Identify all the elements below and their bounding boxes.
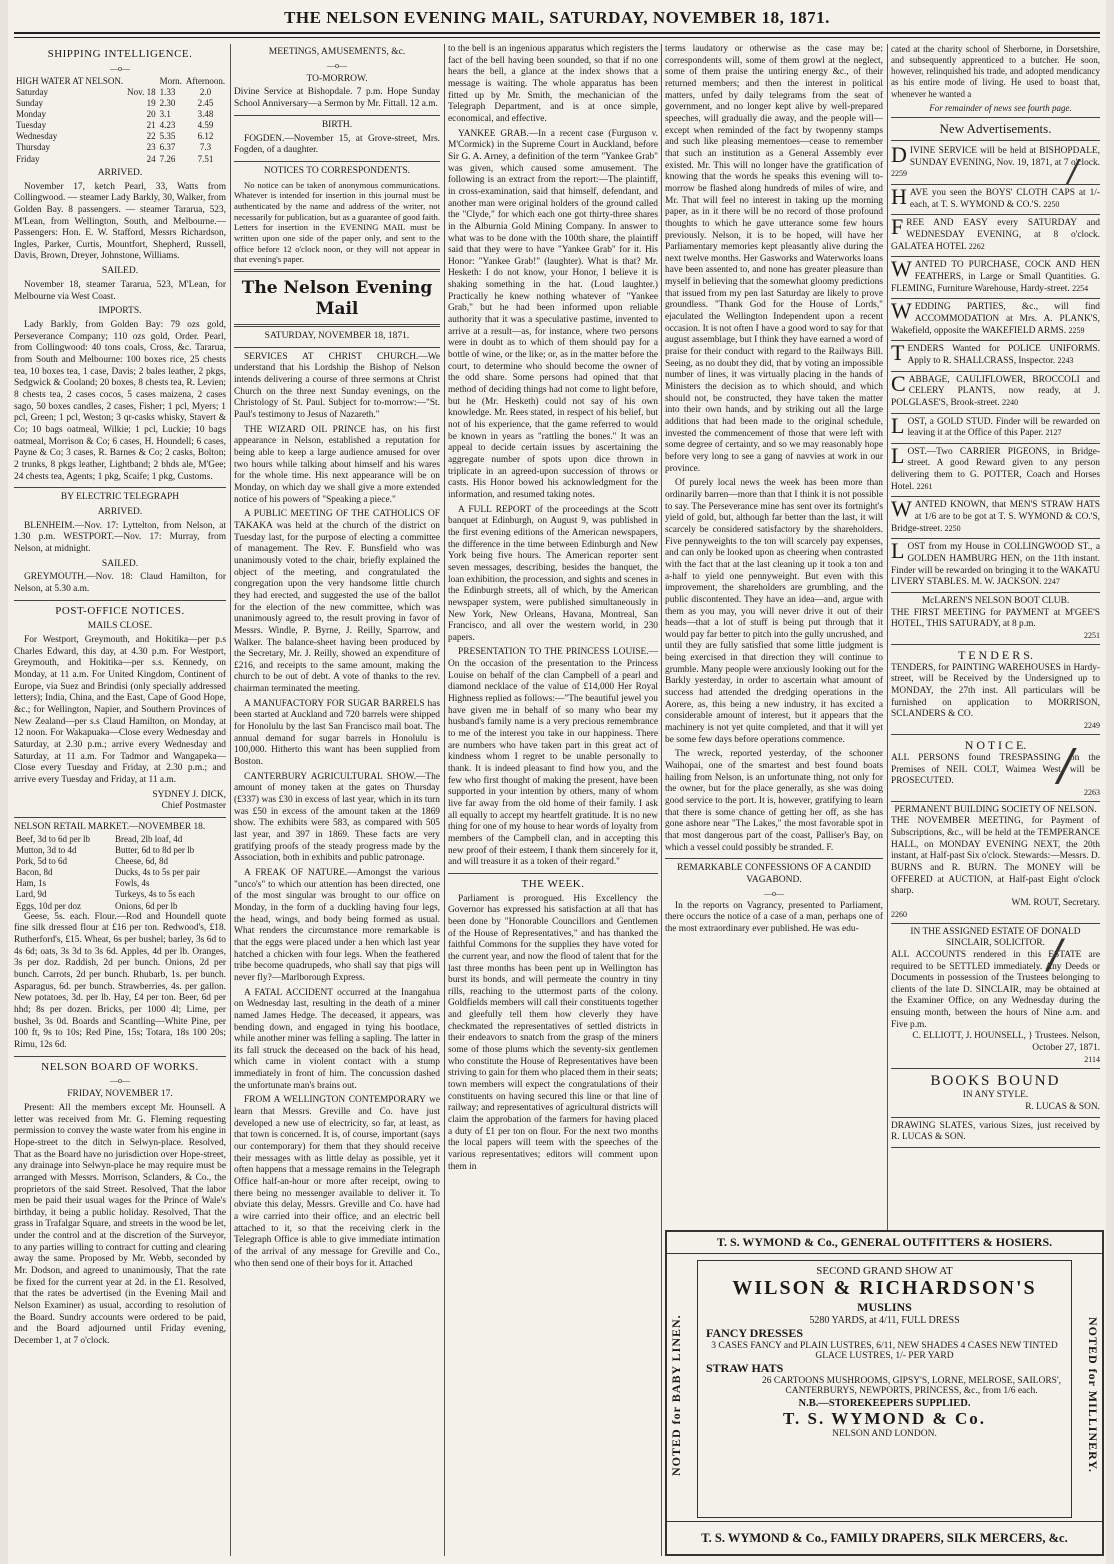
arrived-heading: ARRIVED.: [97, 167, 143, 178]
correspondents-title: NOTICES TO CORRESPONDENTS.: [263, 165, 411, 176]
wymond-show: SECOND GRAND SHOW AT: [816, 1265, 953, 1277]
wymond-muslins-detail: 5280 YARDS, at 4/11, FULL DRESS: [809, 1315, 960, 1326]
editorial-paragraph: A FATAL ACCIDENT occurred at the Inangahua on Wednesday last, resulting in the death of a miner named James Hedge. The deceased, it appears, was bending down, and engaged in tying his bootlace, while another miner was felling a sapling. The latter in its fall struck the deceased on the back of his head, which came in violent contact with a stump immediately in front of him. The concussion dashed the unfortunate man's brains out.: [234, 987, 440, 1091]
telegraph-arrived: BLENHEIM.—Nov. 17: Lyttelton, from Nelson, at 1.30 p.m. WESTPORT.—Nov. 17: Murray, from Nelson, at midnight.: [14, 520, 226, 555]
market-title: NELSON RETAIL MARKET.—NOVEMBER 18.: [14, 821, 206, 832]
telegraph-sailed: GREYMOUTH.—Nov. 18: Claud Hamilton, for Nelson, at 5.30 a.m.: [14, 572, 226, 595]
editorial-paragraph: FROM A WELLINGTON CONTEMPORARY we learn that Messrs. Greville and Co. have just developed a new use of electricity, so far, at least, as that town is concerned. It is, of course, important (says our contemporary) for them that they should receive their messages with as little delay as possible, yet it often happens that a message remains in the Telegraph Office half-an-hour or more after receipt, owing to there being no messenger available to deliver it. To obviate this delay, Messrs. Greville and Co. have had a wire carried into their office, and an electric bell attached to it, so that the receiving clerk in the Telegraph Office is able to give immediate intimation of the arrival of any message for Greville and Co., who then send one of their boys for it. Attached: [234, 1095, 440, 1269]
advertisement: LOST.—Two CARRIER PIGEONS, in Bridge-street. A good Reward given to any person delivering them to G. POTTER, Coach and Horses Hotel. 2261: [891, 444, 1100, 498]
meetings-body: Divine Service at Bishopdale. 7 p.m. Hope Sunday School Anniversary—a Sermon by Mr. Fittall. 12 a.m.: [234, 87, 440, 110]
wymond-left-banner: NOTED for BABY LINEN.: [669, 1314, 683, 1476]
wymond-advertisement: [665, 1230, 1104, 1556]
editorial-paragraph: A PUBLIC MEETING OF THE CATHOLICS OF TAKAKA was held at the church of the district on Tuesday last, for the purpose of electing a committee of management. The Rev. F. Bunsfield who was unanimously voted to the chair, briefly explained the object of the meeting, and congratulated the congregation upon the very handsome little church they had erected, and suggested the use of the ballot for the election of the new committee, which was unanimously agreed to, the result proving in favor of Messrs. Windle, P. Byrne, J. Reilly, Sparrow, and Walker. The balance-sheet having been produced by the Secretary, Mr. J. Reilly, showed an expenditure of £216, and receipts to the same amount, making the church to be out of debt. A vote of thanks to the rev. chairman terminated the meeting.: [234, 509, 440, 695]
column-divider: [661, 44, 662, 1556]
editorial-paragraph: SERVICES AT CHRIST CHURCH.—We understand that his Lordship the Bishop of Nelson intends delivering a course of three sermons at Christ Church on the three next Sunday evenings, on the Christology of St. Paul. Subject for to-morrow:—"St. Paul's testimony to Jesus of Nazareth.": [234, 351, 440, 421]
imports-text: Lady Barkly, from Golden Bay: 79 ozs gold, Perseverance Company; 110 ozs gold, Order. Pearl, from Collingwood: 40 tons coals, Cross, &c. Tararua, from South and Melbourne: 100 boxes rice, 25 chests tea, 10 boxes tea, 1 case, Davis; 2 bales leather, 2 pkgs, Sedgwick & Cooland; 20 boxes, 8 chests tea, R. Levien; 8 chests tea, 2 cases cocos, 5 cases maizena, 2 cases sago, 50 boxes candles, 2 cases, Fisher; 1 pcl, Myers; 1 pcl, Green; 1 pcl, Weston; 3 qr-casks whisky, Stavert & Co; 10 bags oatmeal, Wilkie; 1 pcl, Luckie; 10 bags oatmeal, Morrison & Co; 6 cases, H. Houndell; 6 cases, Payne & Co; 3 cases, R. Barnes & Co; 2 casks, Bolton; 2 trunks, 8 pkgs leather, Lightband; 2 bhds ale, M'Gee; 24 chests tea, Agents; 1 pkg, Scaife; 1 pkg, Customs.: [14, 319, 226, 482]
column-2: MEETINGS, AMUSEMENTS, &c. —o— TO-MORROW. Divine Service at Bishopdale. 7 p.m. Hope Sunday School Anniversary—a Sermon by Mr. Fittall. 12 a.m. BIRTH. FOGDEN.—November 15, at Grove-street, Mrs. Fogden, of a daughter. NOTICES TO CORRESPONDENTS. No notice can be taken of anonymous communications. Whatever is intended for insertion in this journal must be authenticated by the name and address of the writer, not necessarily for publication, but as a guarantee of good faith. Letters for insertion in the EVENING MAIL must be written upon one side of the paper only, and sent to the office before 12 o'clock noon, or they will not appear in that evening's paper. The Nelson Evening Mail SATURDAY, NOVEMBER 18, 1871. SERVICES AT CHRIST CHURCH.—We understand that his Lordship the Bishop of Nelson intends delivering a course of three sermons at Christ Church on the three next Sunday evenings, on the Christology of St. Paul. Subject for to-morrow:—"St. Paul's testimony to Jesus of Nazareth." THE WIZARD OIL PRINCE has, on his first appearance in Nelson, established a reputation for being able to keep a large audience amused for over two hours while talking about himself and his wares for the whole time. His next appearance will be on Monday, on which day we shall give a more extended notice of his powers of "Speaking a piece." A PUBLIC MEETING OF THE CATHOLICS OF TAKAKA was held at the church of the district on Tuesday last, for the purpose of electing a committee of management. The Rev. F. Bunsfield who was unanimously voted to the chair, briefly explained the object of the meeting, and congratulated the congregation upon the very handsome little church they had erected, and suggested the use of the ballot for the election of the new committee, which was unanimously agreed to, the result proving in favor of Messrs. Windle, P. Byrne, J. Reilly, Sparrow, and Walker. The balance-sheet having been produced by the Secretary, Mr. J. Reilly, showed an expenditure of £216, and receipts to the same amount, making the church to be out of debt. A vote of thanks to the rev. chairman terminated the meeting. A MANUFACTORY FOR SUGAR BARRELS has been started at Auckland and 720 barrels were shipped for Honolulu by the last San Francisco mail boat. The annual demand for sugar barrels in Honolulu is 100,000. Hitherto this want has been supplied from Boston. CANTERBURY AGRICULTURAL SHOW.—The amount of money taken at the gates on Thursday (£337) was £30 in excess of last year, which in its turn was £50 in excess of the amount taken at the 1869 show. The exhibits were 583, as compared with 505 last year, and 397 in 1869. These facts are very gratifying proofs of the steady progress made by the Association, both in exhibits and public patronage. A FREAK OF NATURE.—Amongst the various "unco's" to which our attention has been directed, one of the most singular was brought to our office on Monday, in the form of a duckling having four legs, the head, wings, and body being formed as usual. What renders the circumstance more remarkable is that the eggs were placed under a hen which last year hatched a chicken with four legs. When the feathered tribe become quadrupeds, who shall say that pigs will never fly?—Marlborough Express. A FATAL ACCIDENT occurred at the Inangahua on Wednesday last, resulting in the death of a miner named James Hedge. The deceased, it appears, was bending down, and engaged in tying his bootlace, while another miner was felling a sapling. The latter in its fall struck the deceased on the back of his head, which came in violent contact with a stump immediately in front of him. The concussion dashed the unfortunate man's brains out. FROM A WELLINGTON CONTEMPORARY we learn that Messrs. Greville and Co. have just developed a new use of electricity, so far, at least, as that town is concerned. It is, of course, important (says our contemporary) for them that they should receive their messages with as little delay as possible, yet it often happens that a message remains in the Telegraph Office half-an-hour or more after receipt, owing to there being no messenger available to deliver it. To obviate this delay, Messrs. Greville and Co. have had a wire carried into their office, and an electric bell attached to it, so that the receiving clerk in the Telegraph Office is able to give immediate intimation of the arrival of any message for Greville and Co., who then send one of their boys for it. Attached: [234, 47, 440, 1269]
article-paragraph: A FULL REPORT of the proceedings at the Scott banquet at Edinburgh, on August 9, was published in the first evening editions of the American newspapers, the difference in the time between Edinburgh and New York being five hours. The American reporter sent seven messages, describing, besides the banquet, the loan exhibition, the procession, and sights and scenes in the Edinburgh streets, all of which, by the American newspaper system, were published simultaneously in New York, New Orleans, Havana, Montreal, San Francisco, and all over the western world, in 230 papers.: [448, 504, 658, 643]
estate-ad: IN THE ASSIGNED ESTATE OF DONALD SINCLAIR, SOLICITOR. ALL ACCOUNTS rendered in this ESTATE are required to be SETTLED immediately. Any Deeds or Documents in possession of the Trustees belonging to clients of the late D. SINCLAIR, may be obtained at the Examiner Office, on any Wednesday during the ensuing month, between the hours of Nine a.m. and Five p.m. C. ELLIOTT, J. HOUNSELL, } Trustees. Nelson, October 27, 1871. 2114: [891, 924, 1100, 1069]
editorial-paragraph: A FREAK OF NATURE.—Amongst the various "unco's" to which our attention has been directed, one of the most singular was brought to our office on Monday, in the form of a duckling having four legs, the head, wings, and body being formed as usual. What renders the circumstance more remarkable is that the eggs were placed under a hen which last year hatched a chicken with four legs. When the feathered tribe become quadrupeds, who shall say that pigs will never fly?—Marlborough Express.: [234, 867, 440, 983]
table-row: Lard, 9d Turkeys, 4s to 5s each: [16, 889, 195, 900]
wymond-name: T. S. WYMOND & Co.: [782, 1409, 986, 1428]
wymond-inner: [697, 1260, 1072, 1518]
advertisement: WEDDING PARTIES, &c., will find ACCOMMODATION at Mrs. A. PLANK'S, Wakefield, opposite the WAKEFIELD ARMS. 2259: [891, 299, 1100, 341]
remainder-note: For remainder of news see fourth page.: [929, 102, 1072, 113]
correspondents-body: No notice can be taken of anonymous communications. Whatever is intended for insertion in this journal must be authenticated by the name and address of the writer, not necessarily for publication, but as a guarantee of good faith. Letters for insertion in the EVENING MAIL must be written upon one side of the paper only, and sent to the office before 12 o'clock noon, or they will not appear in that evening's paper.: [234, 179, 440, 265]
nameplate: The Nelson Evening Mail: [241, 277, 433, 319]
market-table: [14, 834, 226, 912]
advertisement: WANTED TO PURCHASE, COCK AND HEN FEATHERS, in Large or Small Quantities. G. FLEMING, Furniture Warehouse, Hardy-street. 2254: [891, 257, 1100, 299]
tenders-ad: T E N D E R S. TENDERS, for PAINTING WAREHOUSES in Hardy-street, will be Received by the Undersigned up to MONDAY, the 27th inst. All particulars will be furnished on application to MORRISON, SCLANDERS & CO. 2249: [891, 645, 1100, 735]
wymond-muslins: MUSLINS: [857, 1300, 912, 1314]
handwritten-mark: /: [1058, 740, 1073, 791]
week-body: Parliament is prorogued. His Excellency the Governor has expressed his satisfaction at all that has been done by "Honorable Councillors and Gentlemen of the House of Representatives," and has thanked the faithful Commons for the supplies they have voted for the current year, and now the flood of talent that for the last three months has been pent up in Wellington has burst its bonds, and will permeate the country in tiny rills, reaching to the uttermost parts of the colony. Goldfields members will call their constituents together and gleefully tell them how cleverly they have checkmated the representatives of settled districts in their endeavors to snatch from the grasp of the miners some of those plums which the seventy-six gentlemen who constitute the House of Representatives have been striving to gain for them who placed them in their seats; town members will expect the congratulations of their constituents on having secured this line or that line of railway; and representatives of agricultural districts will claim the approbation of the farmers for having placed a duty of £1 per ton on flour. For the next two months the local papers will teem with the speeches of the various representatives; editors will comment upon them in: [448, 893, 658, 1172]
wymond-fancy: FANCY DRESSES: [706, 1326, 804, 1340]
article-paragraph: to the bell is an ingenious apparatus which registers the fact of the bell having been sounded, so that if no one hears the bell, a glance at the index shows that a message is waiting. The whole apparatus has been fitted up by Mr. Smith, the mechanician of the Telegraph Department, and is at once simple, economical, and effective.: [448, 44, 658, 124]
column-4: terms laudatory or otherwise as the case may be; correspondents will, some of them growl at the neglect, some of them praise the untiring energy &c., of their returned members; and then the interest in political matters, unfed by daily telegrams from the seat of government, and no longer kept alive by well-prepared speeches, will gradually die away, and the people will—except when reminded of the fact by twopenny stamps and such like pleasing mementoes—cease to remember that such an institution as a General Assembly ever existed. Mr. This will no longer have the gratification of knowing that the words he speaks this evening will to-morrow be flashed along hundreds of miles of wire, and Mr. That will feel no interest in taking up the morning paper, as in it there will be no record of those profound thoughts to which he gave utterance some few hours previously. Nelson, it is to be hoped, will have her Parliamentary memories kept pleasantly alive during the next twelve months. Her Gasworks and Waterworks loans have been assented to, and none has greater pleasure than myself in believing that the somewhat gloomy predictions that issued from my pen last Saturday are likely to prove groundless. "Thank God for the House of Lords," ejaculated the Wellington Independent upon a recent occasion. It is not often I have a good word to say for that august assemblage, but I think they have earned a word of praise for their conduct with regard to the Railways Bill. Seeing, as no doubt they did, that by voting an impossible number of lines, it was virtually placing in the hands of Ministers the decision as to which should, and which should not, be constructed, they have taken the matter into their own hands, and by striking out all the large additions that had been made to the original schedule, invested the commencement of those that were left with some degree of certainty, and so we may reasonably hope before very long to see a gang of navvies at work in our province. Of purely local news the week has been more than ordinarily barren—more than that I think it is not possible to say. The Perseverance mine has sent over its fortnight's yield of gold, but, although far better than the last, it will scarcely be considered satisfactory by the shareholders. Five pennyweights to the ton will scarcely pay expenses, and can only be looked upon as cheering when contrasted with the fact that at the last cleaning up it took a ton and a-half to yield one pennyweight. But even with this improvement, the shareholders are grumbling, and the public discontented. They have an idea—and, argue with them as you may, you will never drive it out of their heads—that a lot of stuff is being put through that it would pay far better to pitch into the gully uncrushed, and until they are fully satisfied that some little judgment is being exercised in that direction they will continue to grumble. Many people were anxiously looking out for the Barkly yesterday, in order to ascertain what amount of success had attended the dredging operations in the Aorere, as, this being a new industry, it has excited a considerable amount of interest, but it appears that the machinery is not yet quite completed, and that it will yet be some few days before operations commence. The wreck, reported yesterday, of the schooner Waihopai, one of the smartest and best found boats hailing from Nelson, is an unfortunate thing, not only for the owner, but for the place generally, as she was doing good service to the port. It is, however, gratifying to learn that there is some chance of getting her off, as she has gone ashore near "The Lakes," the most favorable spot in that most dangerous part of the coast, Palliser's Bay, on which a vessel could possibly be stranded. F. REMARKABLE CONFESSIONS OF A CANDID VAGABOND. —o— In the reports on Vagrancy, presented to Parliament, there occurs the notice of a case of a man, perhaps one of the most extraordinary ever published. He was edu-: [665, 44, 883, 935]
newspaper-page: [8, 0, 1106, 1564]
masthead-rule-thin: [14, 37, 1100, 38]
notice-ad: N O T I C E. ALL PERSONS found TRESPASSING on the Premises of NEIL COLT, Waimea West, will be PROSECUTED. 2263: [891, 735, 1100, 802]
advertisement: HAVE you seen the BOYS' CLOTH CAPS at 1/- each, at T. S. WYMOND & CO.'S. 2250: [891, 185, 1100, 215]
wymond-straw: STRAW HATS: [706, 1361, 784, 1375]
article-paragraph: YANKEE GRAB.—In a recent case (Furguson v. M'Cormick) in the Supreme Court in Auckland, before Sir G. A. Arney, a definition of the term "Yankee Grab" was given, which caused some amusement. The following is an extract from the report:—The plaintiff, in cross-examination, said that himself, defendant, and another man were original holders of the ground called the "Clyde," for which each one got thirty-three shares in the Alburnia Gold Mining Company. In answer to what was to be done with the 100th share, the plaintiff said that they were to have "Yankee Grab" for it. His Honor: "Yankee Grab!" (laughter). What is that? Mr. Hesketh: I do not know, your Honor, I believe it is shaking something in the hat. (Loud laughter.) Practically he knew nothing whatever of "Yankee Grab," but he had been informed upon reliable authority that it was a speculative pastime, invented to arrive at a result—as, for instance, where two persons were in doubt as to which of them should pay for a bottle of wine, or the like; or, as in the matter before the court, to determine who should become the owner of the odd share. Some persons had opined that that method of deciding things had not come to light before, but he (Mr. Hesketh) could not say of his own knowledge. Mr. Rees stated, in respect of his belief, but not of his experience, that the game referred to would be known in years as "rattling the bones." It was an appeal to decide certain issues by ascertaining the aggregate number of spots upon dice thrown in triplicate in an agreed-upon succession of throws or casts. His Honor bowed his acknowledgment for the information, and resumed taking notes.: [448, 128, 658, 500]
week-continued: The wreck, reported yesterday, of the schooner Waihopai, one of the smartest and best found boats hailing from Nelson, is an unfortunate thing, not only for the owner, but for the place generally, as she was doing good service to the port. It is, however, gratifying to learn that there is some chance of getting her off, as she has gone ashore near "The Lakes," the most favorable spot in that most dangerous part of the coast, Palliser's Bay, on which a vessel could possibly be stranded. F.: [665, 749, 883, 853]
table-row: Mutton, 3d to 4d Butter, 6d to 8d per lb: [16, 844, 195, 855]
tide-header: HIGH WATER AT NELSON.: [16, 75, 124, 86]
column-divider: [230, 44, 231, 1556]
shipping-title: SHIPPING INTELLIGENCE.: [47, 48, 193, 60]
wymond-firm: WILSON & RICHARDSON'S: [732, 1277, 1037, 1299]
advertisement: LOST, a GOLD STUD. Finder will be rewarded on leaving it at the Office of this Paper. 2127: [891, 414, 1100, 444]
wymond-right-banner: NOTED for MILLINERY.: [1086, 1317, 1100, 1473]
week-continued: terms laudatory or otherwise as the case may be; correspondents will, some of them growl at the neglect, some of them praise the untiring energy &c., of their returned members; and then the interest in political matters, unfed by daily telegrams from the seat of government, and no longer kept alive by well-prepared speeches, will gradually die away, and the people will—except when reminded of the fact by twopenny stamps and such like pleasing mementoes—cease to remember that such an institution as a General Assembly ever existed. Mr. This will no longer have the gratification of knowing that the words he speaks this evening will to-morrow be flashed along hundreds of miles of wire, and Mr. That will feel no interest in taking up the morning paper, as in it there will be no record of those profound thoughts to which he gave utterance some few hours previously. Nelson, it is to be hoped, will have her Parliamentary memories kept pleasantly alive during the next twelve months. Her Gasworks and Waterworks loans have been assented to, and none has greater pleasure than myself in believing that the somewhat gloomy predictions that issued from my pen last Saturday are likely to prove groundless. "Thank God for the House of Lords," ejaculated the Wellington Independent upon a recent occasion. It is not often I have a good word to say for that august assemblage, but I think they have earned a word of praise for their conduct with regard to the Railways Bill. Seeing, as no doubt they did, that by voting an impossible number of lines, it was virtually placing in the hands of Ministers the decision as to which should, and which should not, be constructed, they have taken the matter into their own hands, and by striking out all the large additions that had been made to the original schedule, invested the commencement of those that were left with some degree of certainty, and so we may reasonably hope before very long to see a gang of navvies at work in our province.: [665, 44, 883, 474]
telegraph-arrived-heading: ARRIVED.: [97, 506, 143, 517]
table-row: Beef, 3d to 6d per lb Bread, 2lb loaf, 4d: [16, 833, 183, 844]
advertisement: WANTED KNOWN, that MEN'S STRAW HATS at 1/6 are to be got at T. S. WYMOND & CO.'S, Bridge-street. 2250: [891, 497, 1100, 539]
market-body: Geese, 5s. each. Flour.—Rod and Houndell quote fine silk dressed flour at £16 per ton. Redwood's, £18. Rutherford's, £15. Wheat, 6s per bushel; barley, 3s 6d to 4s 6d; oats, 3s 3d to 3s 6d. Apples, 4d per lb. Oranges, 3s per doz. Raddish, 2d per bunch. Onions, 2d per bunch. Carrots, 2d per bunch. Rhubarb, 1s. per bunch. Asparagus, 6d. per bunch. Strawberries, 4s. per gallon. New potatoes, 3d. per lb. Hay, £4 per ton. Beer, 6d per hhd; 8s per dozen. Bricks, per 1000 4l; Lime, per bushel, 3s 0d. Boards and Scantling—White Pine, per 100 ft, 9s to 10s; Red Pine, 15s; Totara, 18s 100 20s; Rimu, 12s 6d.: [14, 911, 226, 1050]
wymond-cartoons: 26 CARTOONS MUSHROOMS, GIPSY'S, LORNE, MELROSE, SAILORS', CANTERBURYS, NEWPORTS, PRINCESS, &c., from 1/6 each.: [761, 1376, 1062, 1396]
table-row: Eggs, 10d per doz Onions, 6d per lb: [16, 900, 178, 911]
confessions-continued: cated at the charity school of Sherborne, in Dorsetshire, and subsequently apprenticed to a butcher. He soon, however, relinquished his trade, and adopted mendicancy as his entire mode of living. He used to boast that, whenever he wanted a: [891, 44, 1100, 99]
column-divider: [444, 44, 445, 1556]
meetings-title: MEETINGS, AMUSEMENTS, &c.: [268, 47, 406, 57]
board-title: NELSON BOARD OF WORKS.: [41, 1060, 199, 1073]
handwritten-mark: /: [1068, 154, 1079, 189]
wymond-lustres: 3 CASES FANCY and PLAIN LUSTRES, 6/11, NEW SHADES 4 CASES NEW TINTED GLACE LUSTRES, 1/- PER YARD: [711, 1341, 1058, 1361]
editorial-date: SATURDAY, NOVEMBER 18, 1871.: [264, 331, 410, 341]
advertisement: TENDERS Wanted for POLICE UNIFORMS. Apply to R. SHALLCRASS, Inspector. 2243: [891, 341, 1100, 371]
wymond-bottom: T. S. WYMOND & Co., FAMILY DRAPERS, SILK MERCERS, &c.: [667, 1521, 1102, 1554]
arrived-text: November 17, ketch Pearl, 33, Watts from Collingwood. — steamer Lady Barkly, 30, Walker, from Golden Bay. 8 passengers. — steamer Tararua, 523, M'Lean, from Wellington, South, and Melbourne.—Passengers: Hon. E. W. Stafford, Messrs Richardson, Ingles, Parker, Curtis, Mountfort, Shepherd, Russell, Davis, Brown, Dreyer, Johnstone, Williams.: [14, 181, 226, 262]
editorial-paragraph: CANTERBURY AGRICULTURAL SHOW.—The amount of money taken at the gates on Thursday (£337) was £30 in excess of last year, which in its turn was £50 in excess of the amount taken at the 1869 show. The exhibits were 583, as compared with 505 last year, and 397 in 1869. These facts are very gratifying proofs of the steady progress made by the Association, both in exhibits and public patronage.: [234, 771, 440, 864]
telegraph-title: BY ELECTRIC TELEGRAPH: [60, 492, 180, 503]
telegraph-sailed-heading: SAILED.: [101, 558, 139, 569]
table-row: Sunday 19 2.30 2.45: [16, 97, 214, 108]
books-ad: BOOKS BOUND IN ANY STYLE. R. LUCAS & SON.: [891, 1069, 1100, 1118]
masthead-rule: [14, 32, 1100, 34]
table-row: Monday 20 3.1 3.48: [16, 109, 214, 119]
postmaster-role: Chief Postmaster: [161, 801, 226, 812]
week-title: THE WEEK.: [521, 877, 585, 890]
column-5: [891, 44, 1100, 1219]
advertisement: DIVINE SERVICE will be held at BISHOPDALE, SUNDAY EVENING, Nov. 19, 1871, at 7 o'clock. 2259: [891, 143, 1100, 185]
meetings-sub: TO-MORROW.: [306, 73, 368, 84]
wymond-storekeepers: N.B.—STOREKEEPERS SUPPLIED.: [798, 1398, 971, 1409]
board-body: Present: All the members except Mr. Hounsell. A letter was received from Mr. G. Fleming requesting permission to convey the waste water from his engine in Hope-street to the ditch in Selwyn-place. Resolved, That as the Board have no jurisdiction over Hope-street, any drainage into Selwyn-place he may require must be arranged with Messrs. Morrison, Sclanders, & Co., the proprietors of the said Street. Resolved, That the labor men be paid their usual wages for the Prince of Wale's birthday, it being a public holiday. Resolved, That the grass in Trafalgar Square, and streets in the wood be let, under the control and at the discretion of the Surveyor, to any parties willing to contract for cutting and clearing away the same. Proposed by Mr. Webb, seconded by Mr. Dodson, and agreed to unanimously, That the rate be fixed for the current year at 2d. in the £1. Resolved, that the rates be advertised (in the Evening Mail and Nelson Examiner) as usual, according to resolution of the Board. Sundry accounts were ordered to be paid, and the Board adjourned until Friday evening, December 1, at 7 o'clock.: [14, 1102, 226, 1347]
wymond-place: NELSON AND LONDON.: [832, 1429, 937, 1439]
birth-title: BIRTH.: [321, 119, 353, 130]
table-row: Friday 24 7.26 7.51: [16, 153, 214, 164]
editorial-paragraph: A MANUFACTORY FOR SUGAR BARRELS has been started at Auckland and 720 barrels were shipped for Honolulu by the last San Francisco mail boat. The annual demand for sugar barrels in Honolulu is 100,000. Hitherto this want has been supplied from Boston.: [234, 698, 440, 768]
sailed-heading: SAILED.: [101, 266, 139, 277]
editorial-paragraph: THE WIZARD OIL PRINCE has, on his first appearance in Nelson, established a reputation for being able to keep a large audience amused for over two hours while talking about himself and his wares for the whole time. His next appearance will be on Monday, on which day we shall give a more extended notice of his powers of "Speaking a piece.": [234, 424, 440, 505]
post-office-title: POST-OFFICE NOTICES.: [55, 604, 185, 617]
birth-body: FOGDEN.—November 15, at Grove-street, Mrs. Fogden, of a daughter.: [234, 133, 440, 156]
tide-header: Morn.: [159, 75, 182, 86]
column-3: [448, 44, 658, 1556]
advertisement: FREE AND EASY every SATURDAY and WEDNESDAY EVENING, at 8 o'clock. GALATEA HOTEL 2262: [891, 215, 1100, 257]
board-date: FRIDAY, NOVEMBER 17.: [67, 1089, 173, 1100]
column-1: SHIPPING INTELLIGENCE. —o— HIGH WATER AT NELSON. Morn. Afternoon. Saturday Nov. 18 1.33 2.0 Sunday 19 2.30 2.45 Monday 20 3.1 3.48 Tuesday 21 4.23 4.59 Wednesday 22 5.35 6.12 Thursday 23 6.37 7.3 Friday 24 7.26 7.51 ARRIVED. November 17, ketch Pearl, 33, Watts from Collingwood. — steamer Lady Barkly, 30, Walker, from Golden Bay. 8 passengers. — steamer Tararua, 523, M'Lean, from Wellington, South, and Melbourne.—Passengers: Hon. E. W. Stafford, Messrs Richardson, Ingles, Parker, Curtis, Mountfort, Shepherd, Russell, Davis, Brown, Dreyer, Johnstone, Williams. SAILED. November 18, steamer Tararua, 523, M'Lean, for Melbourne via West Coast. IMPORTS. Lady Barkly, from Golden Bay: 79 ozs gold, Perseverance Company; 110 ozs gold, Order. Pearl, from Collingwood: 40 tons coals, Cross, &c. Tararua, from South and Melbourne: 100 boxes rice, 25 chests tea, 10 boxes tea, 1 case, Davis; 2 bales leather, 2 pkgs, Sedgwick & Cooland; 20 boxes, 8 chests tea, R. Levien; 8 chests tea, 2 cases cocos, 5 cases maizena, 2 cases sago, 50 boxes candles, 2 cases, Fisher; 1 pcl, Myers; 1 pcl, Green; 1 pcl, Weston; 3 qr-casks whisky, Stavert & Co; 10 bags oatmeal, Wilkie; 1 pcl, Luckie; 10 bags oatmeal, Morrison & Co; 6 cases, H. Houndell; 6 cases, Payne & Co; 3 cases, R. Barnes & Co; 2 casks, Bolton; 2 trunks, 8 pkgs leather, Lightband; 2 bhds ale, M'Gee; 24 chests tea, Agents; 1 pkg, Scaife; 1 pkg, Customs. BY ELECTRIC TELEGRAPH ARRIVED. BLENHEIM.—Nov. 17: Lyttelton, from Nelson, at 1.30 p.m. WESTPORT.—Nov. 17: Murray, from Nelson, at midnight. SAILED. GREYMOUTH.—Nov. 18: Claud Hamilton, for Nelson, at 5.30 a.m. POST-OFFICE NOTICES. MAILS CLOSE. For Westport, Greymouth, and Hokitika—per p.s Charles Edward, this day, at 4.30 p.m. For Westport, Greymouth, and Hokitika—per s.s. Kennedy, on Monday, at 11 a.m. For United Kingdom, Continent of Europe, via Suez and Brindisi (only specially addressed letters); India, China, and the East, Cape of Good Hope, &c.; for Wellington, Napier, and Southern Provinces of New Zealand—per s.s Claud Hamilton, on Monday, at 12 noon. For Wakapuaka—Close every Wednesday and Saturday, at 2.30 p.m.; arrive every Wednesday and Saturday, at 11 a.m. For Tadmor and Wangapeka—Close every Tuesday and Friday, at 2.30 p.m.; and arrive every Tuesday and Friday, at 11 a.m. SYDNEY J. DICK, Chief Postmaster NELSON RETAIL MARKET.—NOVEMBER 18. Beef, 3d to 6d per lb Bread, 2lb loaf, 4d Mutton, 3d to 4d Butter, 6d to 8d per lb Pork, 5d to 6d Cheese, 6d, 8d Bacon, 8d Ducks, 4s to 5s per pair Ham, 1s Fowls, 4s Lard, 9d Turkeys, 4s to 5s each Eggs, 10d per doz Onions, 6d per lb Geese, 5s. each. Flour.—Rod and Houndell quote fine silk dressed flour at £16 per ton. Redwood's, £18. Rutherford's, £15. Wheat, 6s per bushel; barley, 3s 6d to 4s 6d; oats, 3s 3d to 3s 6d. Apples, 4d per lb. Oranges, 3s per doz. Raddish, 2d per bunch. Onions, 2d per bunch. Carrots, 2d per bunch. Rhubarb, 1s. per bunch. Asparagus, 6d. per bunch. Strawberries, 4s. per gallon. New potatoes, 3d. per lb. Hay, £4 per ton. Beer, 6d per hhd; 8s per dozen. Bricks, per 1000 4l; Lime, per bushel, 3s 0d. Boards and Scantling—White Pine, per 100 ft, 9s to 10s; Red Pine, 15s; Totara, 18s 100 20s; Rimu, 12s 6d. NELSON BOARD OF WORKS. —o— FRIDAY, NOVEMBER 17. Present: All the members except Mr. Hounsell. A letter was received from Mr. G. Fleming requesting permission to convey the waste water from his engine in Hope-street to the ditch in Selwyn-place. Resolved, That as the Board have no jurisdiction over Hope-street, any drainage into Selwyn-place he may require must be arranged with Messrs. Morrison, Sclanders, & Co., the proprietors of the said Street. Resolved, That the labor men be paid their usual wages for the Prince of Wale's birthday, it being a public holiday. Resolved, That the grass in Trafalgar Square, and streets in the wood be let, under the control and at the discretion of the Surveyor, to any parties willing to contract for cutting and clearing away the same. Proposed by Mr. Webb, seconded by Mr. Dodson, and agreed to unanimously, That the rate be fixed for the current year at 2d. in the £1. Resolved, that the rates be advertised (in the Evening Mail and Nelson Examiner) as usual, according to resolution of the Board. Sundry accounts were ordered to be paid, and the Board adjourned until Friday evening, December 1, at 7 o'clock.: [14, 48, 226, 1347]
handwritten-mark: /: [1048, 932, 1062, 978]
masthead: THE NELSON EVENING MAIL, SATURDAY, NOVEMBER 18, 1871.: [284, 8, 830, 27]
confessions-title: REMARKABLE CONFESSIONS OF A CANDID VAGABOND.: [677, 863, 871, 886]
tide-header: Afternoon.: [185, 75, 226, 86]
table-row: Ham, 1s Fowls, 4s: [16, 878, 150, 889]
building-society-ad: PERMANENT BUILDING SOCIETY OF NELSON. THE NOVEMBER MEETING, for Payment of Subscriptions, &c., will be held at the TEMPERANCE HALL, on MONDAY EVENING NEXT, the 20th instant, at Half-past Six o'clock. Stewards:—Messrs. D. BURNS and R. BURN. The MONEY will be OFFERED at AUCTION, at Half-past Eight o'clock sharp. WM. ROUT, Secretary. 2260: [891, 802, 1100, 924]
article-paragraph: PRESENTATION TO THE PRINCESS LOUISE.—On the occasion of the presentation to the Princess Louise on behalf of the clan Campbell of a pearl and diamond necklace of the value of £14,000 Her Royal Highness replied as follows:—"The beautiful jewel you have given me in behalf of so many who bear my husband's family name is a very precious remembrance to me of the interest you take in our happiness. There are numbers who have taken part in this great act of kindness whom I regret to be unable personally to thank. It is indeed pleasant to find how you, and the few who first thought of making the present, have been supported in your intention by others, many of whom live far away from the old home of their family. I ask all equally to accept my heartfelt gratitude. It is no new thing for one of my house to hear words of loyalty from members of the Campbell clan, and in accepting this new proof of their esteem, I thank them sincerely for it, and will treasure it as a token of their regard.": [448, 647, 658, 868]
advertisement: LOST from my House in COLLINGWOOD ST., a GOLDEN HAMBURG HEN, on the 11th instant. Finder will be rewarded on bringing it to the WAKATU LIVERY STABLES. M. W. JACKSON. 2247: [891, 539, 1100, 593]
advertisement: CABBAGE, CAULIFLOWER, BROCCOLI and CELERY PLANTS, now ready, at J. POLGLASE'S, Brook-street. 2240: [891, 372, 1100, 414]
post-office-body: For Westport, Greymouth, and Hokitika—per p.s Charles Edward, this day, at 4.30 p.m. For Westport, Greymouth, and Hokitika—per s.s. Kennedy, on Monday, at 11 a.m. For United Kingdom, Continent of Europe, via Suez and Brindisi (only specially addressed letters); India, China, and the East, Cape of Good Hope, &c.; for Wellington, Napier, and Southern Provinces of New Zealand—per s.s Claud Hamilton, on Monday, at 12 noon. For Wakapuaka—Close every Wednesday and Saturday, at 2.30 p.m.; arrive every Wednesday and Saturday, at 11 a.m. For Tadmor and Wangapeka—Close every Tuesday and Friday, at 2.30 p.m.; and arrive every Tuesday and Friday, at 11 a.m.: [14, 635, 226, 786]
tide-table: [14, 76, 226, 165]
sailed-text: November 18, steamer Tararua, 523, M'Lean, for Melbourne via West Coast.: [14, 279, 226, 302]
table-row: Pork, 5d to 6d Cheese, 6d, 8d: [16, 855, 168, 866]
confessions-body: In the reports on Vagrancy, presented to Parliament, there occurs the notice of a case of a man, perhaps one of the most extraordinary ever published. He was edu-: [665, 900, 883, 935]
week-continued: Of purely local news the week has been more than ordinarily barren—more than that I think it is not possible to say. The Perseverance mine has sent over its fortnight's yield of gold, but, although far better than the last, it will scarcely be considered satisfactory by the shareholders. Five pennyweights to the ton will scarcely pay expenses, and can only be looked upon as cheering when contrasted with the fact that at the last cleaning up it took a ton and a-half to yield one pennyweight. But even with this improvement, the shareholders are grumbling, and the public discontented. They have an idea—and, argue with them as you may, you will never drive it out of their heads—that a lot of stuff is being put through that it would pay far better to pitch into the gully uncrushed, and until they are fully satisfied that some little judgment is being exercised in that direction they will continue to grumble. Many people were anxiously looking out for the Barkly yesterday, in order to ascertain what amount of success had attended the dredging operations in the Aorere, as, this being a new industry, it has excited a considerable amount of interest, but it appears that the machinery is not yet quite completed, and that it will yet be some few days before operations commence.: [665, 478, 883, 745]
post-office-subtitle: MAILS CLOSE.: [87, 621, 153, 632]
slates-ad: DRAWING SLATES, various Sizes, just received by R. LUCAS & SON.: [891, 1118, 1100, 1148]
wymond-top: T. S. WYMOND & Co., GENERAL OUTFITTERS & HOSIERS.: [667, 1232, 1102, 1254]
new-ads-title: New Advertisements.: [891, 117, 1100, 141]
table-row: Saturday Nov. 18 1.33 2.0: [16, 86, 212, 97]
table-row: Tuesday 21 4.23 4.59: [16, 120, 214, 131]
imports-heading: IMPORTS.: [98, 306, 142, 317]
table-row: Thursday 23 6.37 7.3: [16, 142, 212, 153]
boot-club-ad: McLAREN'S NELSON BOOT CLUB. THE FIRST MEETING for PAYMENT at M'GEE'S HOTEL, THIS SATURADY, at 8 p.m. 2251: [891, 593, 1100, 645]
table-row: Bacon, 8d Ducks, 4s to 5s per pair: [16, 867, 200, 878]
table-row: Wednesday 22 5.35 6.12: [16, 131, 214, 142]
postmaster-signature: SYDNEY J. DICK,: [152, 789, 226, 800]
